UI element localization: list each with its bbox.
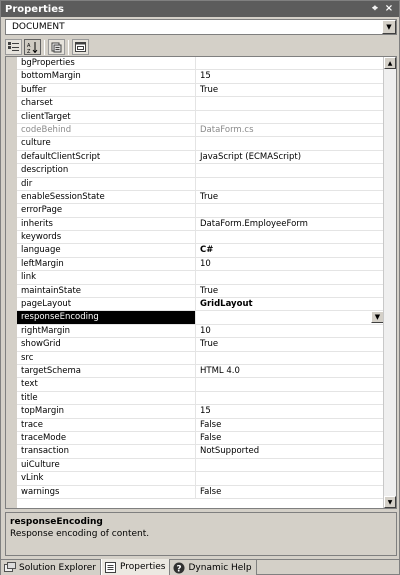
property-row[interactable] (17, 352, 384, 365)
property-row[interactable] (17, 271, 384, 284)
property-row[interactable] (17, 231, 384, 244)
chevron-down-icon[interactable]: ▼ (382, 20, 396, 34)
property-name: warnings (17, 486, 196, 498)
property-name: transaction (17, 445, 196, 457)
property-value[interactable] (196, 57, 384, 69)
property-row[interactable] (17, 191, 384, 204)
property-row[interactable] (17, 178, 384, 191)
categorized-icon (8, 42, 19, 52)
property-value-text: True (200, 84, 219, 95)
property-name: dir (17, 178, 196, 190)
property-value[interactable] (196, 151, 384, 163)
property-row[interactable] (17, 218, 384, 231)
property-value[interactable] (196, 459, 384, 471)
tab-solution-explorer[interactable] (1, 560, 101, 575)
property-name: showGrid (17, 338, 196, 350)
description-pane (5, 512, 397, 556)
property-value[interactable] (196, 311, 384, 323)
property-value-text: False (200, 432, 222, 443)
property-row[interactable] (17, 137, 384, 150)
property-value[interactable] (196, 285, 384, 297)
title-bar[interactable] (1, 1, 399, 17)
alphabetical-icon (27, 42, 39, 53)
property-value-text: False (200, 419, 222, 430)
property-row[interactable] (17, 311, 384, 324)
tab-properties[interactable] (101, 559, 170, 575)
property-name: charset (17, 97, 196, 109)
property-value[interactable] (196, 298, 384, 310)
svg-text:Z: Z (26, 48, 30, 53)
property-pages-button[interactable] (48, 39, 65, 55)
property-name: targetSchema (17, 365, 196, 377)
property-value[interactable] (196, 97, 384, 109)
property-row[interactable] (17, 124, 384, 137)
property-value[interactable] (196, 472, 384, 484)
property-row[interactable] (17, 365, 384, 378)
property-value[interactable] (196, 258, 384, 270)
property-value[interactable] (196, 338, 384, 350)
property-name: clientTarget (17, 111, 196, 123)
property-row[interactable] (17, 486, 384, 499)
property-name: responseEncoding (17, 311, 196, 323)
property-value-text: True (200, 285, 219, 296)
property-value[interactable] (196, 84, 384, 96)
property-rows (17, 57, 384, 499)
tab-dynamic-help[interactable] (170, 560, 256, 575)
object-selector[interactable] (5, 19, 397, 35)
tab-label: Properties (120, 562, 166, 572)
property-name: vLink (17, 472, 196, 484)
property-row[interactable] (17, 405, 384, 418)
properties-icon (105, 562, 117, 573)
property-value-text: DataForm.EmployeeForm (200, 218, 308, 229)
property-name: enableSessionState (17, 191, 196, 203)
property-value-text: 15 (200, 71, 211, 82)
property-name: bgProperties (17, 57, 196, 69)
property-pages-icon (51, 42, 62, 53)
property-name: text (17, 378, 196, 390)
property-name: bottomMargin (17, 70, 196, 82)
property-name: leftMargin (17, 258, 196, 270)
object-selector-value: DOCUMENT (12, 22, 65, 32)
property-name: topMargin (17, 405, 196, 417)
property-value-text: NotSupported (200, 446, 260, 457)
property-row[interactable] (17, 378, 384, 391)
property-value[interactable] (196, 124, 384, 136)
close-icon[interactable]: × (384, 3, 394, 14)
property-name: pageLayout (17, 298, 196, 310)
property-name: src (17, 352, 196, 364)
property-row[interactable] (17, 164, 384, 177)
property-value[interactable] (196, 204, 384, 216)
property-value[interactable] (196, 111, 384, 123)
property-name: title (17, 392, 196, 404)
property-value[interactable] (196, 178, 384, 190)
property-value-text: 10 (200, 258, 211, 269)
property-row[interactable] (17, 285, 384, 298)
property-grid[interactable] (5, 56, 397, 509)
property-value[interactable] (196, 419, 384, 431)
property-value[interactable] (196, 218, 384, 230)
property-value[interactable] (196, 445, 384, 457)
property-row[interactable] (17, 338, 384, 351)
property-value[interactable] (196, 365, 384, 377)
property-row[interactable] (17, 258, 384, 271)
tab-label: Dynamic Help (188, 562, 252, 573)
property-value[interactable] (196, 244, 384, 256)
property-name: culture (17, 137, 196, 149)
property-name: maintainState (17, 285, 196, 297)
property-value-text: 15 (200, 406, 211, 417)
chevron-down-icon[interactable]: ▼ (371, 311, 384, 323)
property-value-text: True (200, 339, 219, 350)
toolbar-separator (68, 40, 69, 55)
categorized-button[interactable] (5, 39, 22, 55)
property-row[interactable] (17, 298, 384, 311)
property-value[interactable] (196, 191, 384, 203)
property-value-text: 10 (200, 325, 211, 336)
toolbar-separator (44, 40, 45, 55)
property-value-text: False (200, 486, 222, 497)
window-title: Properties (5, 3, 64, 15)
svg-text:?: ? (176, 564, 183, 574)
property-name: inherits (17, 218, 196, 230)
help-icon (173, 562, 185, 574)
property-name: defaultClientScript (17, 151, 196, 163)
description-text: Response encoding of content. (10, 529, 150, 539)
alphabetical-button[interactable] (24, 39, 41, 55)
property-name: traceMode (17, 432, 196, 444)
property-name: trace (17, 419, 196, 431)
scroll-up-button[interactable]: ▲ (384, 57, 396, 69)
property-value-text: DataForm.cs (200, 124, 254, 135)
property-name: codeBehind (17, 124, 196, 136)
property-value[interactable] (196, 352, 384, 364)
property-row[interactable] (17, 472, 384, 485)
vertical-scrollbar[interactable] (383, 57, 396, 508)
property-value-text: C# (200, 245, 214, 256)
property-row[interactable] (17, 70, 384, 83)
property-row[interactable] (17, 432, 384, 445)
property-value[interactable] (196, 486, 384, 498)
property-value[interactable] (196, 137, 384, 149)
property-row[interactable] (17, 325, 384, 338)
events-icon (75, 42, 86, 52)
property-value[interactable] (196, 70, 384, 82)
property-row[interactable] (17, 204, 384, 217)
pin-icon[interactable]: ⌖ (372, 3, 378, 14)
property-value-text: HTML 4.0 (200, 365, 240, 376)
property-grid-gutter (6, 57, 17, 508)
property-row[interactable] (17, 445, 384, 458)
property-name: errorPage (17, 204, 196, 216)
property-name: buffer (17, 84, 196, 96)
property-value[interactable] (196, 164, 384, 176)
solution-explorer-icon (4, 562, 16, 573)
property-value-text: JavaScript (ECMAScript) (200, 151, 302, 162)
property-row[interactable] (17, 111, 384, 124)
property-row[interactable] (17, 84, 384, 97)
property-row[interactable] (17, 419, 384, 432)
property-name: keywords (17, 231, 196, 243)
property-row[interactable] (17, 57, 384, 70)
scroll-down-button[interactable]: ▼ (384, 496, 396, 508)
property-value-text: GridLayout (200, 299, 253, 310)
property-name: description (17, 164, 196, 176)
property-value[interactable] (196, 271, 384, 283)
property-row[interactable] (17, 151, 384, 164)
svg-text:A: A (26, 42, 30, 49)
property-row[interactable] (17, 244, 384, 257)
events-button[interactable] (72, 39, 89, 55)
property-row[interactable] (17, 459, 384, 472)
property-value[interactable] (196, 378, 384, 390)
property-row[interactable] (17, 392, 384, 405)
property-value[interactable] (196, 231, 384, 243)
description-title: responseEncoding (10, 517, 103, 527)
property-row[interactable] (17, 97, 384, 110)
property-value-text: True (200, 191, 219, 202)
property-name: language (17, 244, 196, 256)
property-value[interactable] (196, 325, 384, 337)
property-value[interactable] (196, 405, 384, 417)
tab-label: Solution Explorer (19, 562, 96, 573)
property-value[interactable] (196, 432, 384, 444)
properties-toolbar (5, 38, 397, 56)
property-name: uiCulture (17, 459, 196, 471)
property-name: rightMargin (17, 325, 196, 337)
property-name: link (17, 271, 196, 283)
tool-window-tabs (1, 559, 399, 575)
property-value[interactable] (196, 392, 384, 404)
